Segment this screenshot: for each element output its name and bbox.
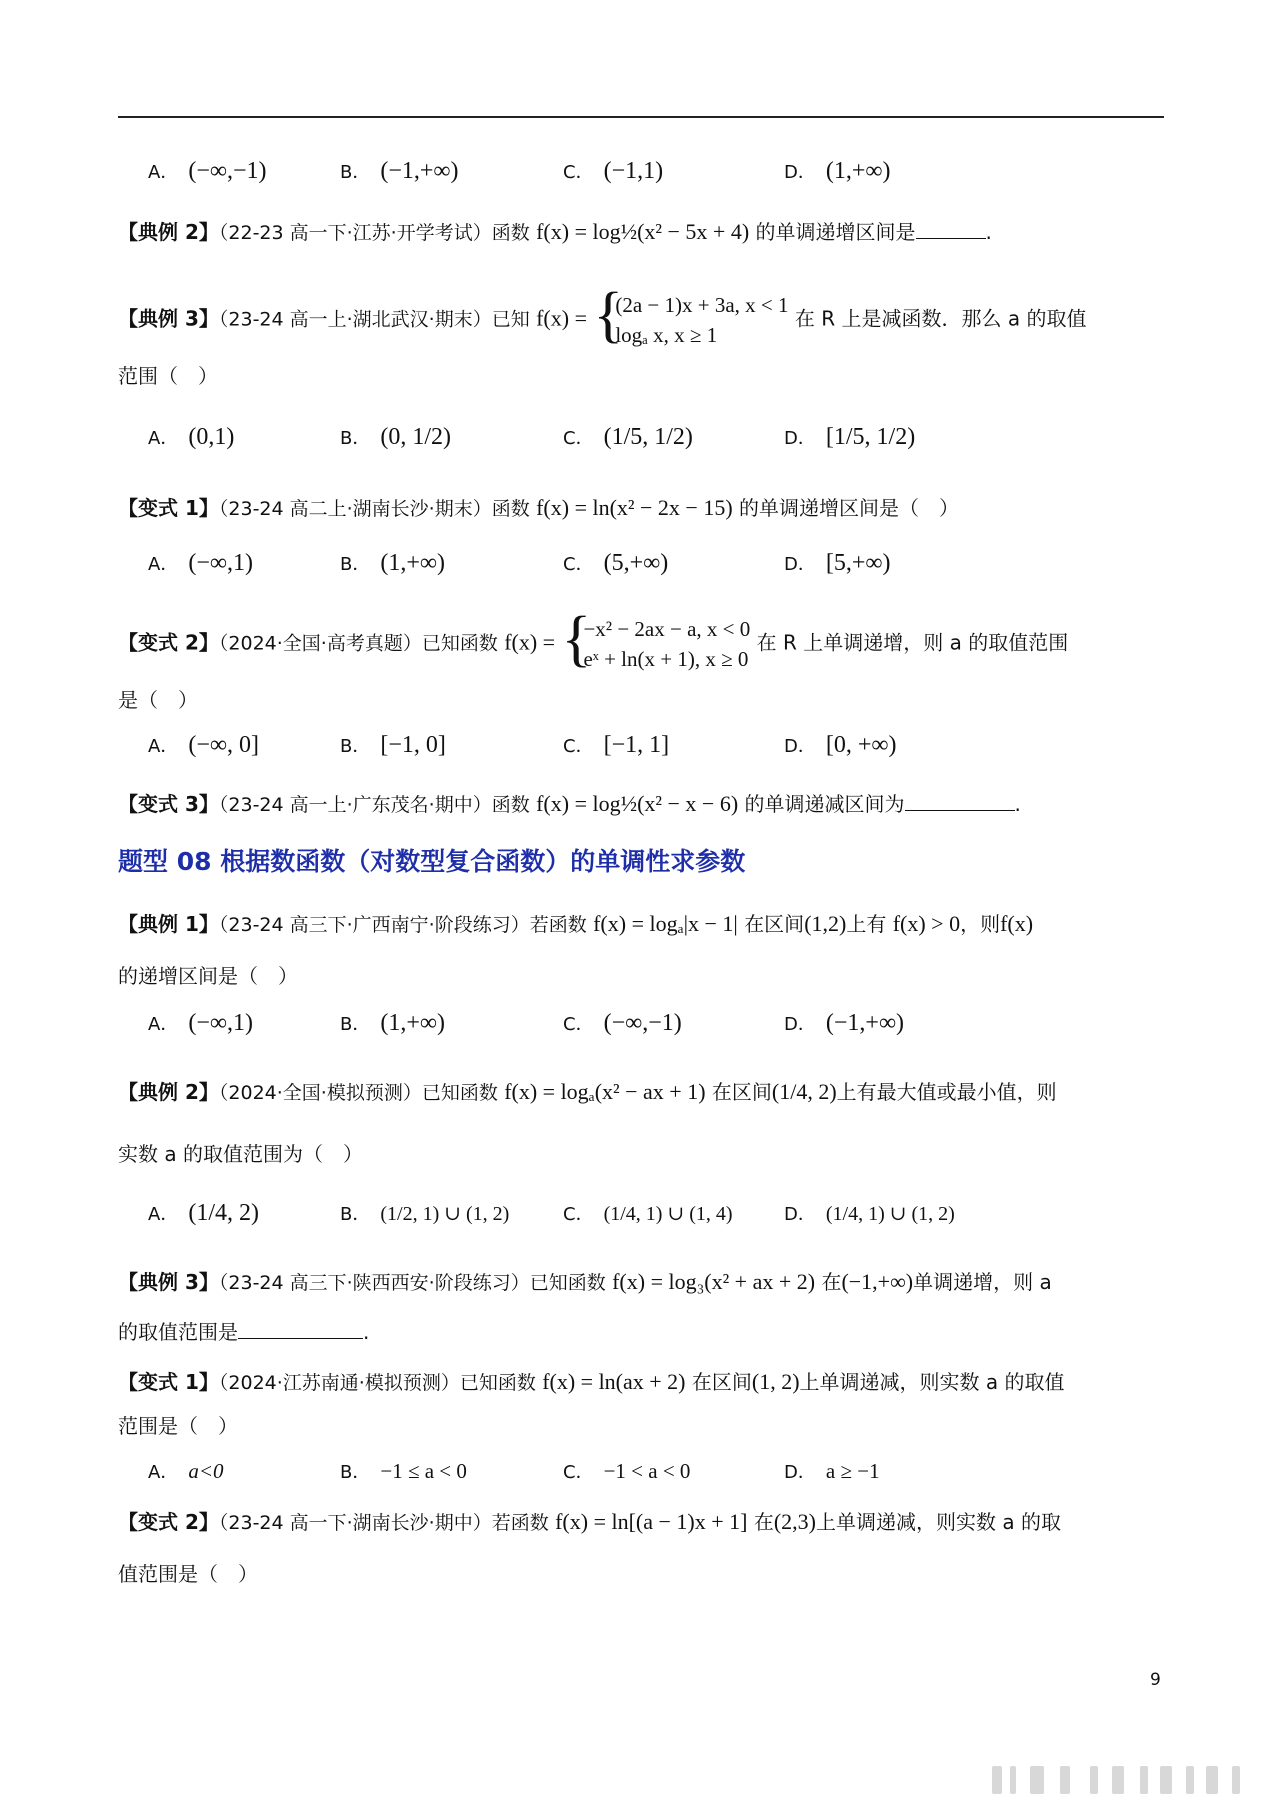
section-example-1-cont: 的递增区间是（ ） bbox=[118, 964, 298, 988]
option-b: B． (1,+∞) bbox=[340, 1010, 445, 1036]
option-d: D． [0, +∞) bbox=[784, 732, 897, 758]
option-d: D． (−1,+∞) bbox=[784, 1010, 905, 1036]
option-a: A． a<0 bbox=[148, 1459, 224, 1483]
answer-blank bbox=[905, 791, 1015, 811]
question-tag: 【典例 3】 bbox=[118, 1270, 219, 1294]
option-c: C． (5,+∞) bbox=[563, 550, 669, 576]
option-c: C． (−1,1) bbox=[563, 158, 664, 184]
example-2: 【典例 2】（22-23 高一下·江苏·开学考试）函数 f(x) = log½(x² − 5x + 4) 的单调递增区间是 . bbox=[118, 219, 992, 244]
question-tag: 【变式 3】 bbox=[118, 792, 219, 816]
option-a: A． (−∞,1) bbox=[148, 550, 253, 576]
section-title: 题型 08 根据数函数（对数型复合函数）的单调性求参数 bbox=[118, 847, 746, 876]
section-variant-1-cont: 范围是（ ） bbox=[118, 1414, 238, 1438]
section-example-1: 【典例 1】（23-24 高三下·广西南宁·阶段练习）若函数 f(x) = logₐ|x − 1| 在区间(1,2)上有 f(x) > 0，则f(x) bbox=[118, 911, 1034, 936]
formula: f(x) = logₐ(x² − ax + 1) bbox=[504, 1079, 706, 1104]
question-tag: 【变式 2】 bbox=[118, 1510, 219, 1534]
question-tag: 【典例 1】 bbox=[118, 912, 219, 936]
page-number: 9 bbox=[1150, 1670, 1161, 1690]
question-tag: 【变式 1】 bbox=[118, 1370, 219, 1394]
question-source: （23-24 高三下·广西南宁·阶段练习）若函数 bbox=[218, 914, 587, 936]
option-b: B． [−1, 0] bbox=[340, 732, 446, 758]
question-source: （23-24 高一下·湖南长沙·期中）若函数 bbox=[218, 1512, 549, 1534]
option-b: B． (1,+∞) bbox=[340, 550, 445, 576]
variant-3: 【变式 3】（23-24 高一上·广东茂名·期中）函数 f(x) = log½(x² − x − 6) 的单调递减区间为 . bbox=[118, 791, 1021, 816]
section-example-3: 【典例 3】（23-24 高三下·陕西西安·阶段练习）已知函数 f(x) = log₃(x² + ax + 2) 在(−1,+∞)单调递增，则 a bbox=[118, 1269, 1052, 1294]
option-a: A． (−∞, 0] bbox=[148, 732, 259, 758]
option-d: D． [1/5, 1/2) bbox=[784, 424, 916, 450]
example-3-cont: 范围（ ） bbox=[118, 364, 218, 388]
question-source: （23-24 高一上·广东茂名·期中）函数 bbox=[218, 794, 530, 816]
piecewise-function: { −x² − 2ax − a, x < 0 eˣ + ln(x + 1), x ≥ 0 bbox=[561, 605, 751, 673]
answer-blank bbox=[916, 219, 986, 239]
question-source: （23-24 高三下·陕西西安·阶段练习）已知函数 bbox=[218, 1272, 606, 1294]
formula: f(x) = log½(x² − 5x + 4) bbox=[536, 219, 750, 244]
question-source: （2024·全国·高考真题）已知函数 bbox=[218, 632, 498, 655]
formula: f(x) = ln[(a − 1)x + 1] bbox=[555, 1509, 748, 1534]
formula: f(x) = ln(ax + 2) bbox=[542, 1369, 686, 1394]
question-tag: 【典例 3】 bbox=[118, 306, 219, 331]
option-d: D． (1,+∞) bbox=[784, 158, 891, 184]
option-a: A． (0,1) bbox=[148, 424, 235, 450]
option-b: B． −1 ≤ a < 0 bbox=[340, 1459, 467, 1483]
formula: f(x) = log½(x² − x − 6) bbox=[536, 791, 739, 816]
question-source: （22-23 高一下·江苏·开学考试）函数 bbox=[218, 222, 530, 244]
left-brace: { bbox=[561, 605, 592, 673]
option-d: D． [5,+∞) bbox=[784, 550, 891, 576]
option-b: B． (−1,+∞) bbox=[340, 158, 459, 184]
section-variant-1: 【变式 1】（2024·江苏南通·模拟预测）已知函数 f(x) = ln(ax + 2) 在区间(1, 2)上单调递减，则实数 a 的取值 bbox=[118, 1369, 1065, 1394]
option-d: D． a ≥ −1 bbox=[784, 1459, 880, 1483]
question-tag: 【典例 2】 bbox=[118, 1080, 219, 1104]
left-brace: { bbox=[593, 281, 624, 349]
section-example-2: 【典例 2】（2024·全国·模拟预测）已知函数 f(x) = logₐ(x² − ax + 1) 在区间(1/4, 2)上有最大值或最小值，则 bbox=[118, 1079, 1057, 1104]
section-variant-2: 【变式 2】（23-24 高一下·湖南长沙·期中）若函数 f(x) = ln[(a − 1)x + 1] 在(2,3)上单调递减，则实数 a 的取 bbox=[118, 1509, 1061, 1534]
option-c: C． [−1, 1] bbox=[563, 732, 670, 758]
formula: f(x) = logₐ|x − 1| bbox=[593, 911, 738, 936]
variant-1: 【变式 1】（23-24 高二上·湖南长沙·期末）函数 f(x) = ln(x² − 2x − 15) 的单调递增区间是（ ） bbox=[118, 495, 960, 520]
answer-blank bbox=[238, 1319, 363, 1339]
option-a: A． (−∞,1) bbox=[148, 1010, 253, 1036]
option-c: C． (−∞,−1) bbox=[563, 1010, 682, 1036]
section-example-3-cont: 的取值范围是 . bbox=[118, 1320, 370, 1344]
question-source: （23-24 高一上·湖北武汉·期末）已知 bbox=[218, 308, 530, 331]
option-b: B． (0, 1/2) bbox=[340, 424, 452, 450]
question-source: （2024·江苏南通·模拟预测）已知函数 bbox=[218, 1372, 536, 1394]
option-c: C． (1/4, 1) ∪ (1, 4) bbox=[563, 1203, 733, 1225]
option-a: A． (−∞,−1) bbox=[148, 158, 267, 184]
option-d: D． (1/4, 1) ∪ (1, 2) bbox=[784, 1203, 955, 1225]
question-tag: 【变式 2】 bbox=[118, 630, 219, 655]
variant-2: 【变式 2】（2024·全国·高考真题）已知函数 f(x) = { −x² − 2ax − a, x < 0 eˣ + ln(x + 1), x ≥ 0 在 R 上单调递增，则 a 的取值范围 bbox=[118, 605, 1069, 673]
question-tag: 【典例 2】 bbox=[118, 220, 219, 244]
formula: f(x) = ln(x² − 2x − 15) bbox=[536, 495, 733, 520]
section-example-2-cont: 实数 a 的取值范围为（ ） bbox=[118, 1142, 363, 1166]
option-b: B． (1/2, 1) ∪ (1, 2) bbox=[340, 1203, 510, 1225]
piecewise-function: { (2a − 1)x + 3a, x < 1 logₐ x, x ≥ 1 bbox=[593, 281, 789, 349]
option-a: A． (1/4, 2) bbox=[148, 1200, 259, 1226]
header-rule bbox=[118, 116, 1164, 118]
option-c: C． −1 < a < 0 bbox=[563, 1459, 691, 1483]
question-source: （23-24 高二上·湖南长沙·期末）函数 bbox=[218, 498, 530, 520]
example-3: 【典例 3】（23-24 高一上·湖北武汉·期末）已知 f(x) = { (2a − 1)x + 3a, x < 1 logₐ x, x ≥ 1 在 R 上是减函数．那么 a 的取值 bbox=[118, 281, 1087, 349]
variant-2-cont: 是（ ） bbox=[118, 688, 198, 712]
option-c: C． (1/5, 1/2) bbox=[563, 424, 693, 450]
question-source: （2024·全国·模拟预测）已知函数 bbox=[218, 1082, 498, 1104]
formula: f(x) = log₃(x² + ax + 2) bbox=[612, 1269, 816, 1294]
question-tag: 【变式 1】 bbox=[118, 496, 219, 520]
section-variant-2-cont: 值范围是（ ） bbox=[118, 1562, 258, 1586]
